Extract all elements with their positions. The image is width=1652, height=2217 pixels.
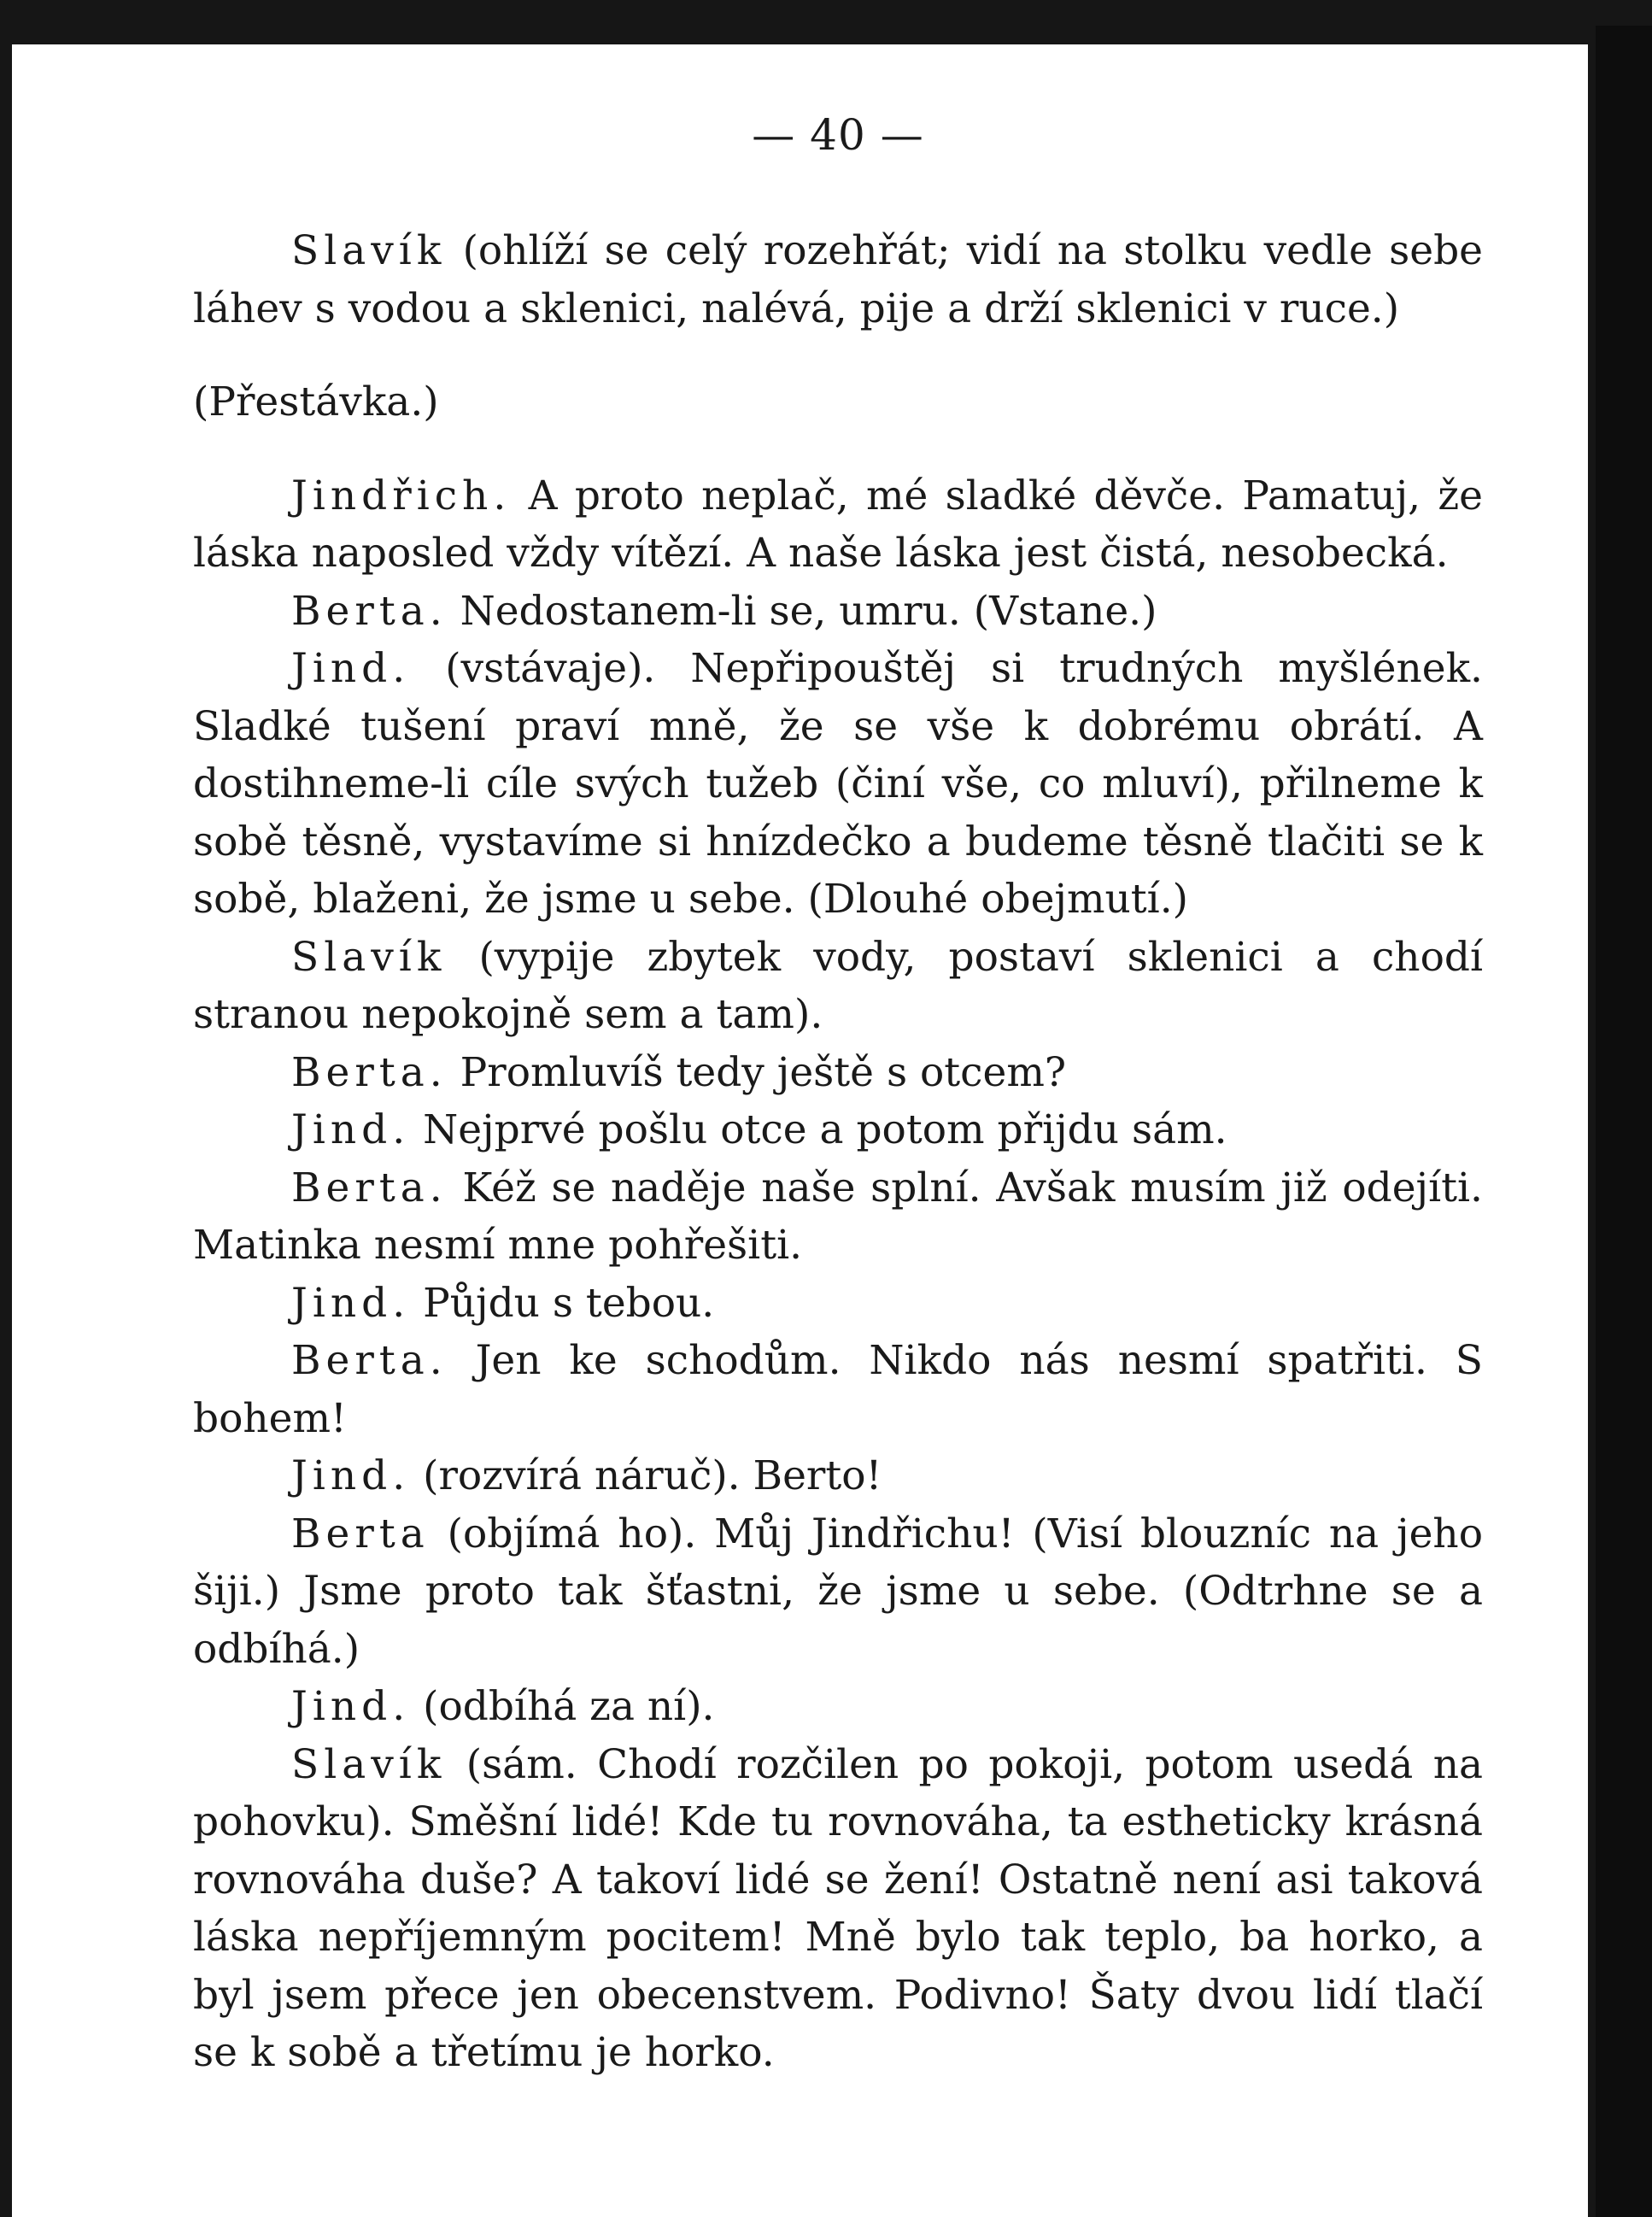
paragraph — [193, 222, 1483, 337]
paragraph — [193, 1044, 1483, 1102]
page-text — [193, 92, 1483, 2082]
paragraph — [193, 1101, 1483, 1159]
paragraph-text: (sám. Chodí rozčilen po pokoji, potom usedá na pohovku). Směšní lidé! Kde tu rovnováha, ta estheticky krásná rovnováha duše? A takoví lidé se žení! Ostatně není asi taková láska nepříjemným pocitem! Mně bylo tak teplo, ba horko, a byl jsem přece jen obecenstvem. Podivno! Šaty dvou lidí tlačí se k sobě a třetímu je horko. — [193, 1740, 1483, 2076]
paragraph — [193, 467, 1483, 583]
page-number: — 40 — — [752, 110, 924, 160]
paragraph — [193, 640, 1483, 929]
paragraph — [193, 1505, 1483, 1679]
speaker-name: Berta. — [291, 587, 448, 635]
paragraph — [193, 1275, 1483, 1333]
paragraph-text: (ohlíží se celý rozehřát; vidí na stolku vedle sebe láhev s vodou a sklenici, nalévá, pije a drží sklenici v ruce.) — [193, 227, 1483, 332]
paragraph-text: Promluvíš tedy ještě s otcem? — [447, 1048, 1067, 1096]
speaker-name: Jindřich. — [291, 472, 512, 519]
speaker-name: Berta. — [291, 1337, 448, 1384]
paragraph-text: A proto neplač, mé sladké děvče. Pamatuj, že láska naposled vždy vítězí. A naše láska jest čistá, nesobecká. — [193, 472, 1483, 577]
speaker-name: Jind. — [291, 1106, 411, 1153]
speaker-name: Jind. — [291, 645, 411, 692]
paragraph — [193, 929, 1483, 1044]
paragraph-text: Nedostanem-li se, umru. (Vstane.) — [447, 587, 1157, 635]
paragraph-text: (rozvírá náruč). Berto! — [410, 1452, 882, 1499]
speaker-name: Slavík — [291, 1740, 447, 1788]
paragraph — [193, 1332, 1483, 1447]
paragraph — [193, 1678, 1483, 1736]
paragraph-text: (vypije zbytek vody, postaví sklenici a chodí stranou nepokojně sem a tam). — [193, 933, 1483, 1038]
speaker-name: Berta — [291, 1510, 430, 1557]
paragraph — [193, 1159, 1483, 1275]
paragraph-text: Nejprvé pošlu otce a potom přijdu sám. — [410, 1106, 1227, 1153]
speaker-name: Slavík — [291, 933, 447, 981]
paragraph-text: Kéž se naděje naše splní. Avšak musím již odejíti. Matinka nesmí mne pohřešiti. — [193, 1164, 1483, 1269]
paragraph-text: (odbíhá za ní). — [410, 1683, 715, 1730]
paragraph-text: Jen ke schodům. Nikdo nás nesmí spatřiti. S bohem! — [193, 1337, 1483, 1442]
paragraph — [193, 1736, 1483, 2082]
stage-direction: (Přestávka.) — [193, 378, 439, 425]
paragraph-text: Půjdu s tebou. — [410, 1279, 715, 1327]
speaker-name: Jind. — [291, 1452, 411, 1499]
speaker-name: Berta. — [291, 1048, 448, 1096]
paragraph — [193, 1447, 1483, 1505]
speaker-name: Slavík — [291, 227, 447, 274]
paragraph — [193, 583, 1483, 641]
speaker-name: Jind. — [291, 1279, 411, 1327]
speaker-name: Jind. — [291, 1683, 411, 1730]
paragraph-text: (vstávaje). Nepřipouštěj si trudných myšlének. Sladké tušení praví mně, že se vše k dobrému obrátí. A dostihneme-li cíle svých tužeb (činí vše, co mluví), přilneme k sobě těsně, vystavíme si hnízdečko a budeme těsně tlačiti se k sobě, blaženi, že jsme u sebe. (Dlouhé obejmutí.) — [193, 645, 1483, 923]
scan-edge-strip — [1596, 26, 1652, 2217]
paragraph-text: (objímá ho). Můj Jindřichu! (Visí blouzníc na jeho šiji.) Jsme proto tak šťastni, že jsme u sebe. (Odtrhne se a odbíhá.) — [193, 1510, 1483, 1673]
speaker-name: Berta. — [291, 1164, 448, 1211]
